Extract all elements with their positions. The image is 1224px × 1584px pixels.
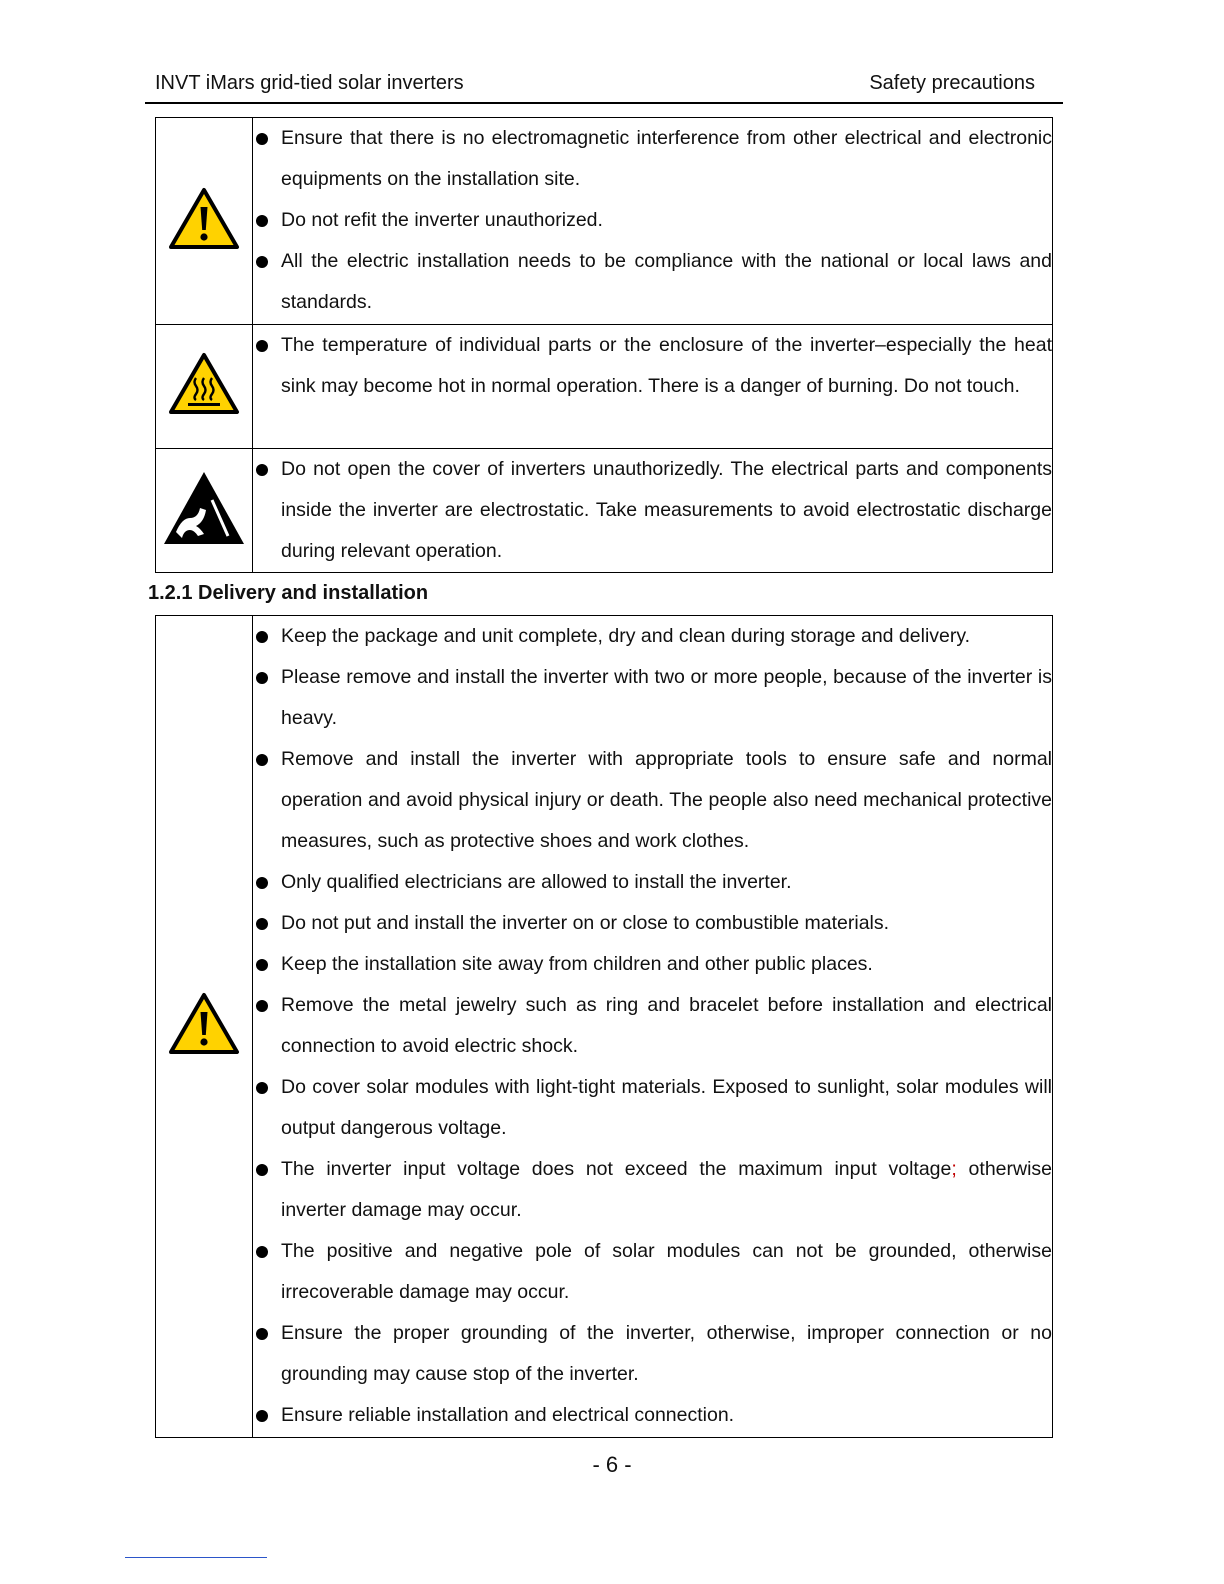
list-item: Ensure that there is no electromagnetic interference from other electrical and electronic equipments on the installation site. xyxy=(253,118,1052,200)
list-item: Remove the metal jewelry such as ring and bracelet before installation and electrical connection to avoid electric shock. xyxy=(253,985,1052,1067)
table-row xyxy=(156,616,1053,1438)
list-item: Keep the package and unit complete, dry and clean during storage and delivery. xyxy=(253,616,1052,657)
text-cell xyxy=(253,616,1053,1438)
list-item: The positive and negative pole of solar modules can not be grounded, otherwise irrecoverable damage may occur. xyxy=(253,1231,1052,1313)
list-item: Do not open the cover of inverters unauthorizedly. The electrical parts and components inside the inverter are electrostatic. Take measurements to avoid electrostatic discharge during relevant operation. xyxy=(253,449,1052,572)
text-cell xyxy=(253,449,1053,573)
table-row xyxy=(156,118,1053,325)
page-header xyxy=(145,70,1063,104)
bullet-list xyxy=(253,325,1052,407)
bullet-list xyxy=(253,449,1052,572)
footnote-rule xyxy=(125,1557,267,1558)
list-item: Remove and install the inverter with appropriate tools to ensure safe and normal operation and avoid physical injury or death. The people also need mechanical protective measures, such as protective shoes and work clothes. xyxy=(253,739,1052,862)
table-row xyxy=(156,449,1053,573)
list-item: Keep the installation site away from children and other public places. xyxy=(253,944,1052,985)
list-item: Please remove and install the inverter with two or more people, because of the inverter is heavy. xyxy=(253,657,1052,739)
header-section: Safety precautions xyxy=(869,72,1035,94)
bullet-list xyxy=(253,616,1052,1436)
list-item: Do not put and install the inverter on or close to combustible materials. xyxy=(253,903,1052,944)
list-item: The temperature of individual parts or the enclosure of the inverter–especially the heat sink may become hot in normal operation. There is a danger of burning. Do not touch. xyxy=(253,325,1052,407)
page-number: - 6 - xyxy=(592,1452,632,1477)
list-item: Ensure the proper grounding of the inverter, otherwise, improper connection or no grounding may cause stop of the inverter. xyxy=(253,1313,1052,1395)
warning-triangle-icon xyxy=(168,1043,240,1060)
safety-table-general xyxy=(155,117,1053,573)
table-row xyxy=(156,325,1053,449)
hot-surface-icon xyxy=(168,403,240,420)
warning-triangle-icon xyxy=(168,238,240,255)
list-item: Ensure reliable installation and electrical connection. xyxy=(253,1395,1052,1436)
icon-cell xyxy=(156,616,253,1438)
icon-cell xyxy=(156,118,253,325)
list-item: Do not refit the inverter unauthorized. xyxy=(253,200,1052,241)
text-cell xyxy=(253,118,1053,325)
list-item-text: The inverter input voltage does not exceed the maximum input voltage xyxy=(281,1158,952,1180)
icon-cell xyxy=(156,325,253,449)
bullet-list xyxy=(253,118,1052,323)
list-item-punct: ; xyxy=(951,1158,957,1180)
text-cell xyxy=(253,325,1053,449)
list-item xyxy=(253,1149,1052,1231)
list-item-cont: otherwise inverter damage may occur. xyxy=(281,1158,1053,1221)
electrostatic-discharge-icon xyxy=(162,533,246,550)
list-item: Do cover solar modules with light-tight materials. Exposed to sunlight, solar modules will output dangerous voltage. xyxy=(253,1067,1052,1149)
list-item: Only qualified electricians are allowed to install the inverter. xyxy=(253,862,1052,903)
list-item: All the electric installation needs to be compliance with the national or local laws and standards. xyxy=(253,241,1052,323)
section-heading: 1.2.1 Delivery and installation xyxy=(148,582,429,604)
header-title: INVT iMars grid-tied solar inverters xyxy=(155,72,464,94)
icon-cell xyxy=(156,449,253,573)
safety-table-delivery xyxy=(155,615,1053,1438)
